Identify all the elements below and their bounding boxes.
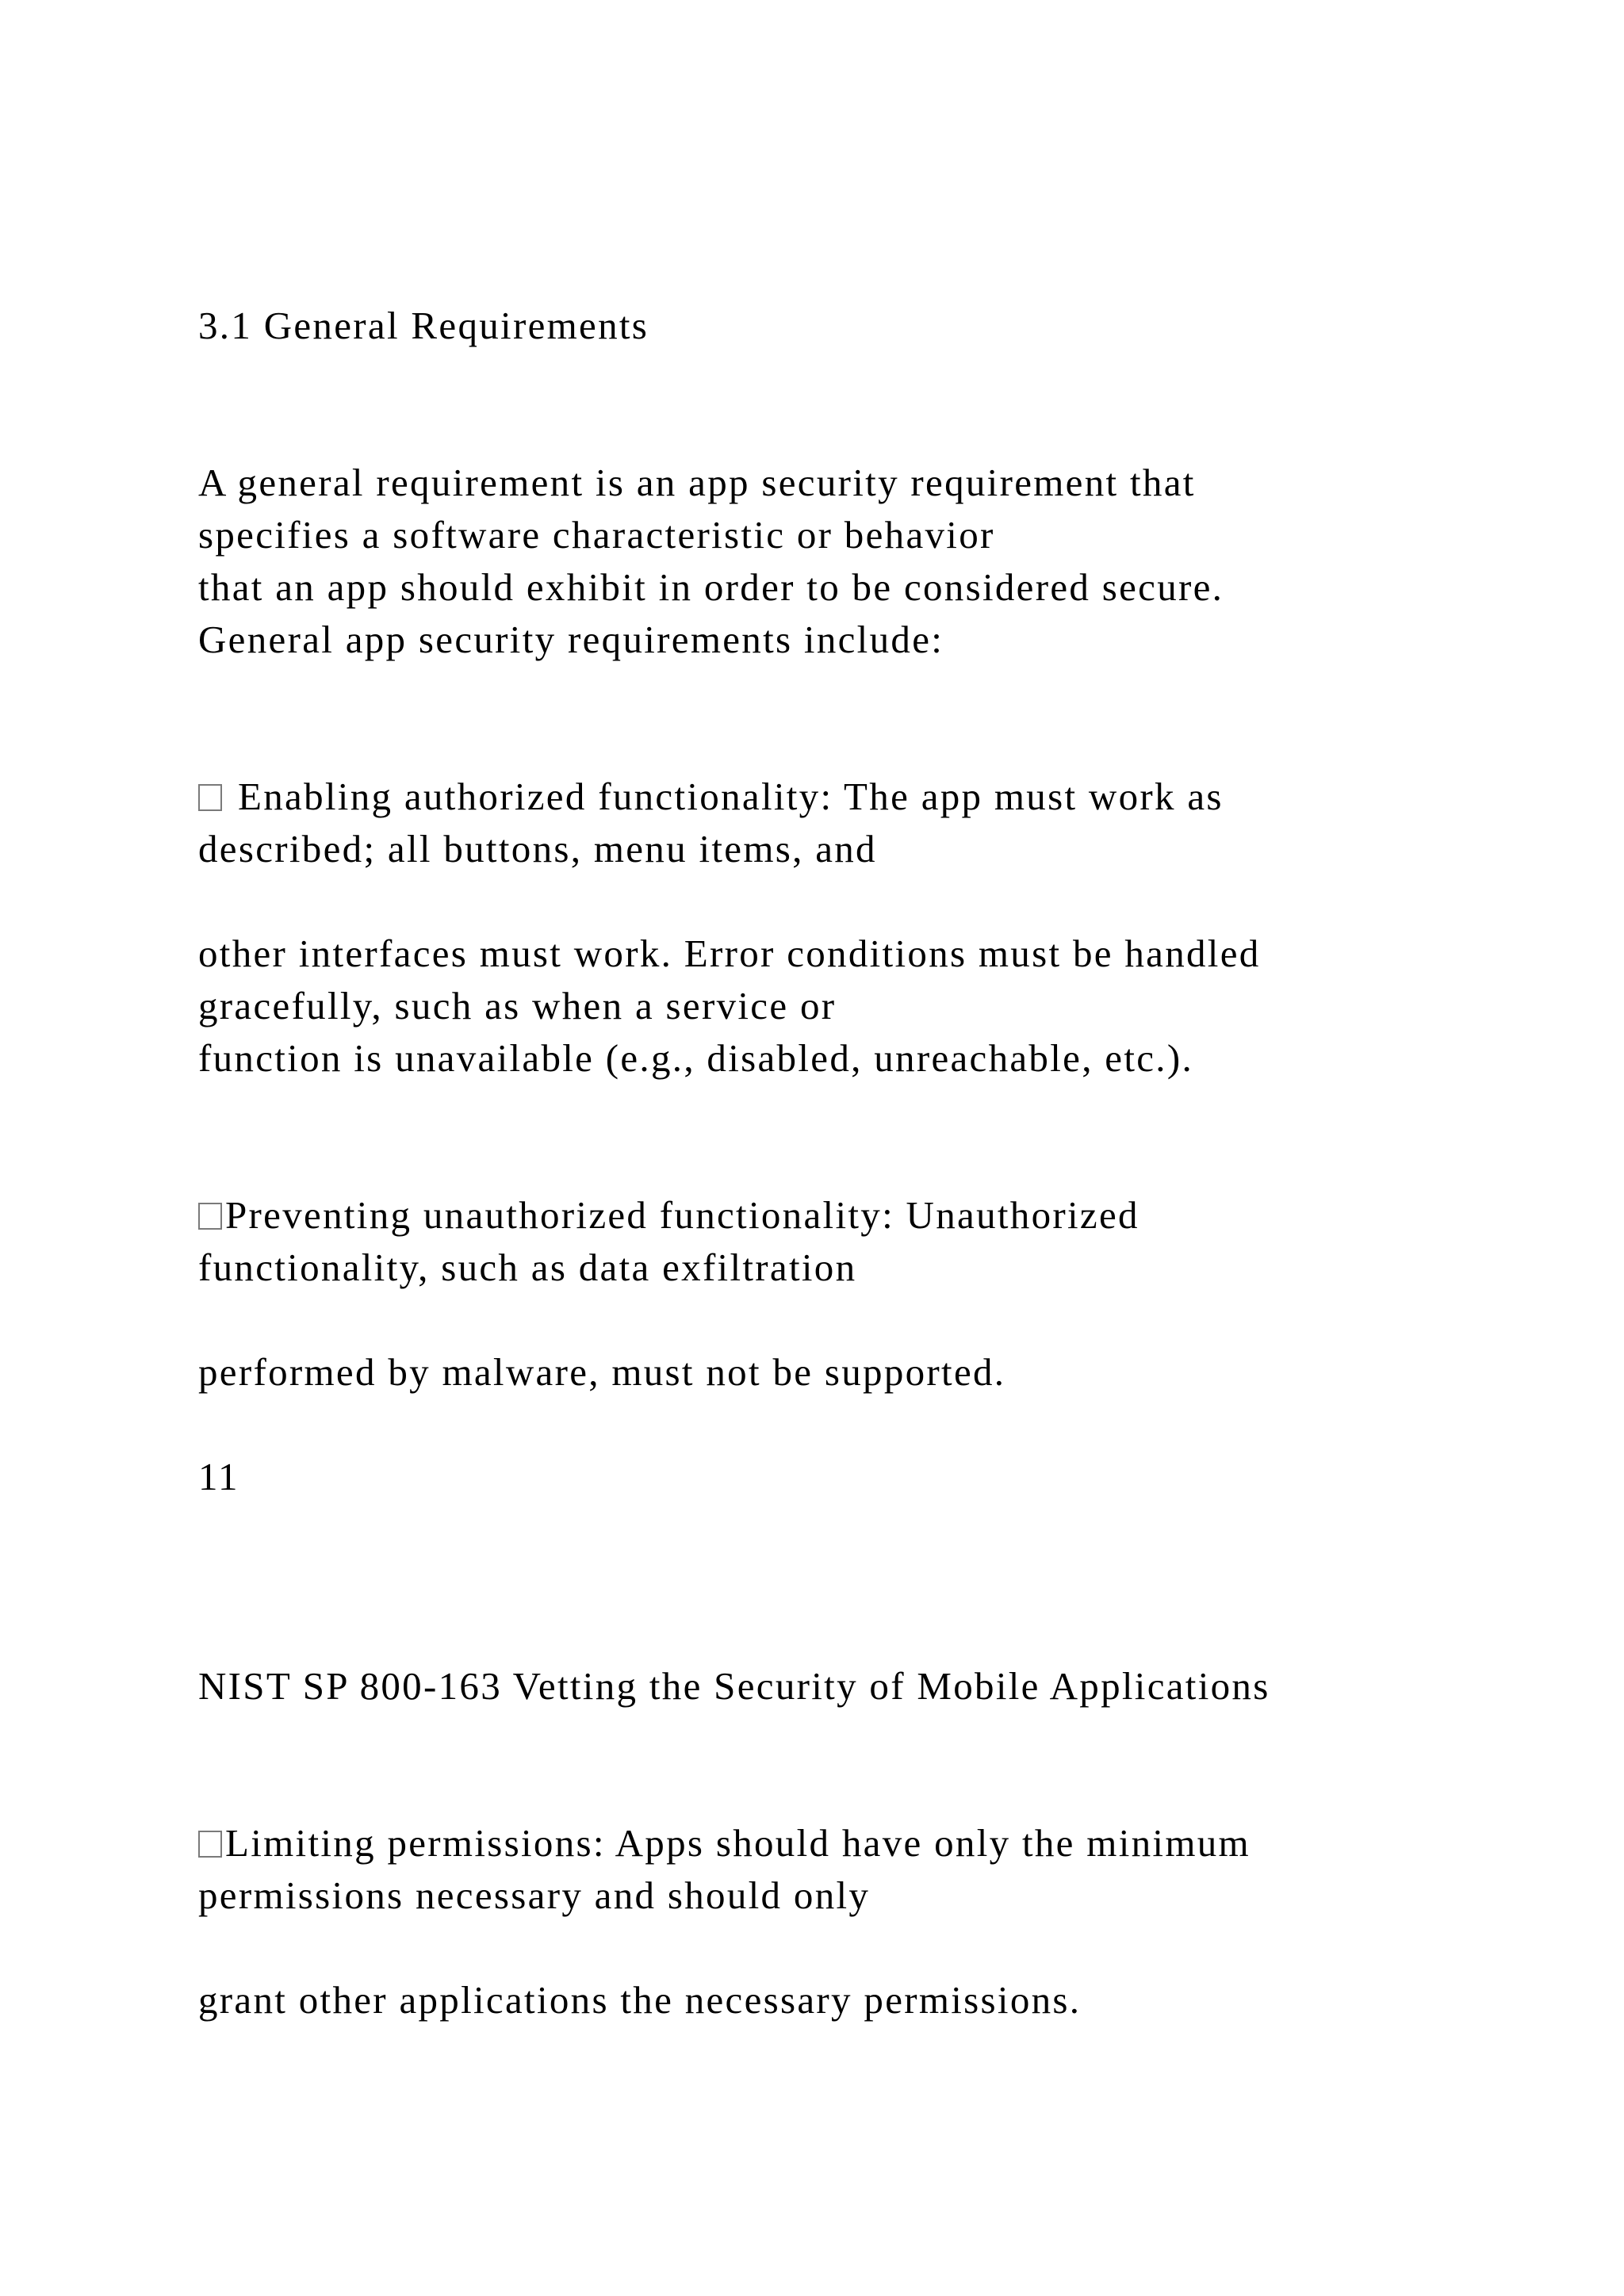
item-authorized-line-2: described; all buttons, menu items, and <box>198 827 877 871</box>
running-header: NIST SP 800-163 Vetting the Security of Mobile Applications <box>198 1664 1270 1708</box>
item-unauthorized-line-2: functionality, such as data exfiltration <box>198 1246 857 1289</box>
bullet-glyph-icon <box>198 1831 222 1858</box>
section-heading: 3.1 General Requirements <box>198 304 649 347</box>
item-authorized-line-5: function is unavailable (e.g., disabled, unreachable, etc.). <box>198 1036 1194 1080</box>
item-permissions-line-3: grant other applications the necessary permissions. <box>198 1978 1082 2022</box>
intro-line-1: A general requirement is an app security requirement that <box>198 461 1196 504</box>
bullet-glyph-icon <box>198 784 222 811</box>
intro-line-4: General app security requirements include: <box>198 618 944 661</box>
intro-line-2: specifies a software characteristic or behavior <box>198 513 995 557</box>
item-authorized-line-4: gracefully, such as when a service or <box>198 984 837 1027</box>
item-permissions-line-1: Limiting permissions: Apps should have only the minimum <box>225 1821 1251 1865</box>
bullet-glyph-icon <box>198 1203 222 1230</box>
page-number: 11 <box>198 1455 239 1498</box>
item-unauthorized-line-3: performed by malware, must not be supported. <box>198 1350 1006 1394</box>
item-authorized-line-3: other interfaces must work. Error conditions must be handled <box>198 932 1261 975</box>
intro-line-3: that an app should exhibit in order to be considered secure. <box>198 565 1224 609</box>
item-unauthorized-line-1: Preventing unauthorized functionality: Unauthorized <box>225 1193 1139 1237</box>
item-permissions-line-2: permissions necessary and should only <box>198 1873 871 1917</box>
item-authorized-line-1: Enabling authorized functionality: The app must work as <box>238 775 1224 818</box>
